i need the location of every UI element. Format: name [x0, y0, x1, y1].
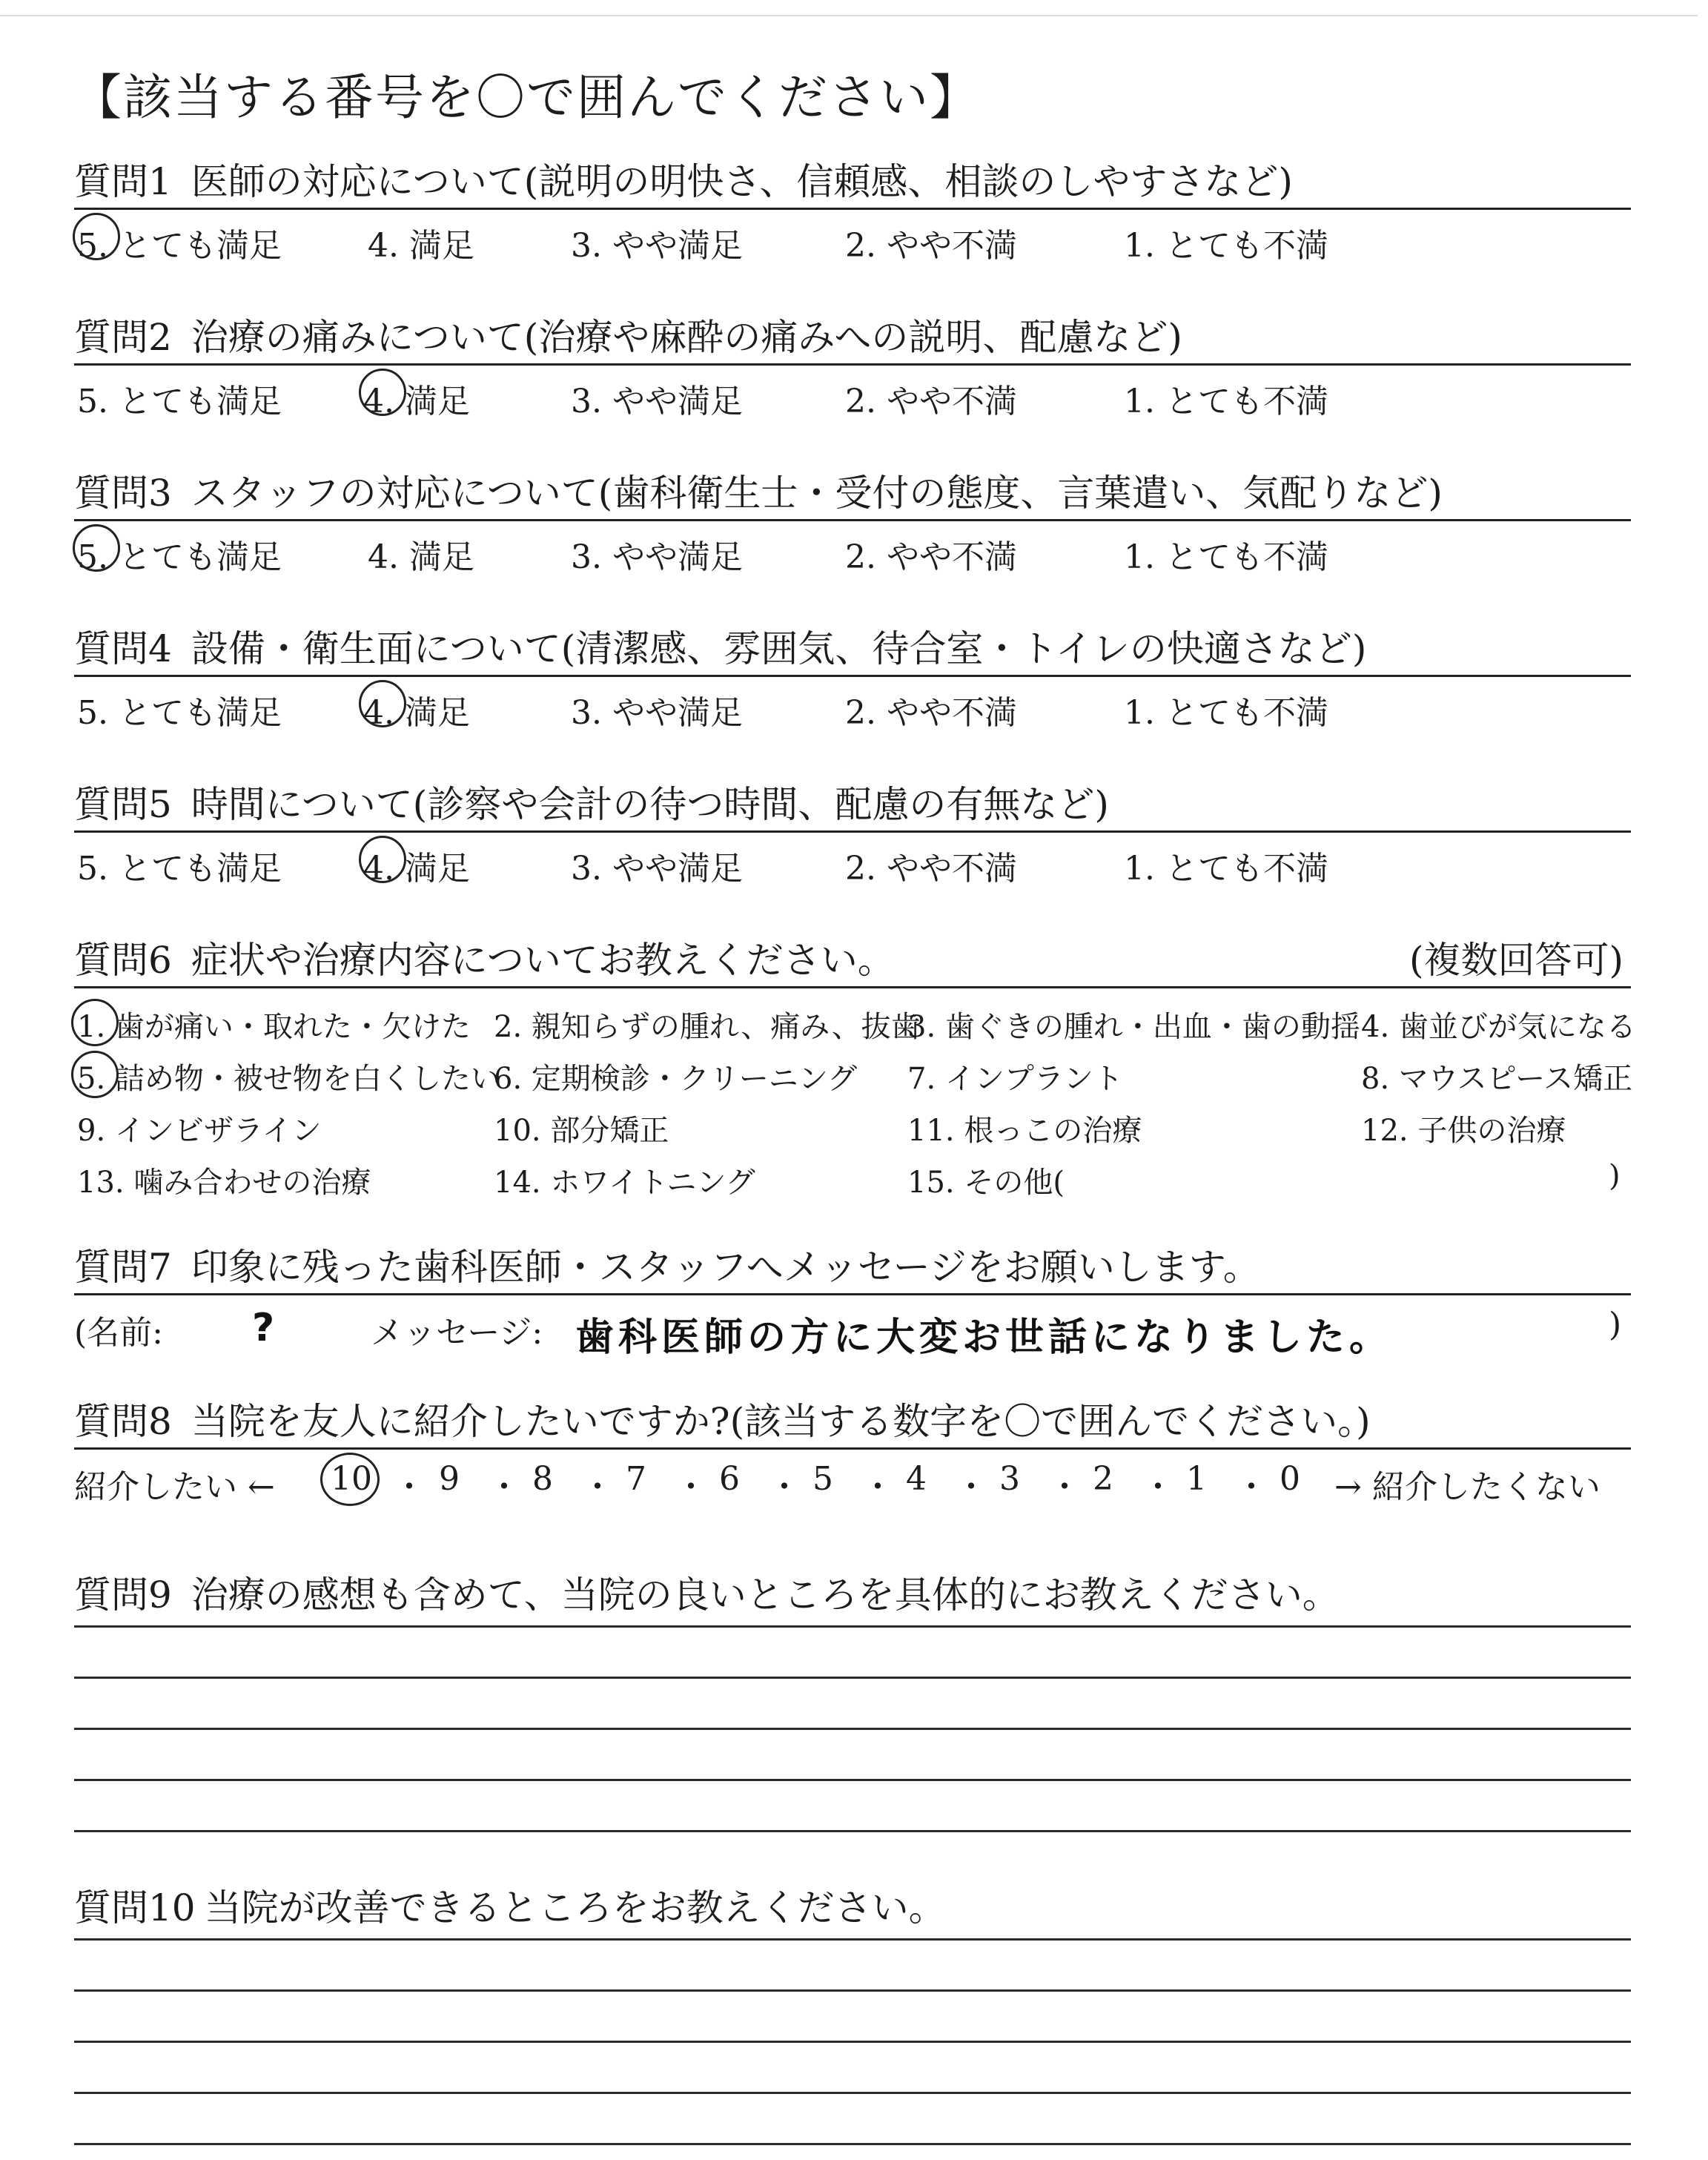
- rating-option-4[interactable]: 4. 満足: [363, 374, 470, 422]
- question-1: [74, 157, 1631, 265]
- question-3: [74, 469, 1631, 576]
- question-number: 質問6: [74, 939, 172, 982]
- answer-line: [74, 1728, 1631, 1730]
- rating-options: [74, 526, 1631, 576]
- scale-option-6[interactable]: 6: [719, 1460, 740, 1498]
- name-label: (名前:: [74, 1314, 163, 1352]
- rating-option-3[interactable]: 3. やや満足: [571, 227, 743, 265]
- question-rule: [74, 1447, 1631, 1450]
- other-close-paren: ): [1609, 1159, 1621, 1193]
- question-text: 症状や治療内容についてお教えください。: [191, 939, 895, 982]
- message-close-paren: ): [1609, 1306, 1622, 1344]
- scale-separator: ・: [861, 1468, 894, 1506]
- question-4: [74, 624, 1631, 732]
- scale-separator: ・: [581, 1468, 614, 1506]
- rating-option-1[interactable]: 1. とても不満: [1124, 538, 1328, 576]
- symptom-option[interactable]: 13. 噛み合わせの治療: [77, 1166, 371, 1200]
- question-text: 当院が改善できるところをお教えください。: [204, 1886, 946, 1929]
- scale-right-label: → 紹介したくない: [1334, 1468, 1601, 1506]
- symptom-option[interactable]: 6. 定期検診・クリーニング: [494, 1062, 858, 1096]
- symptom-option[interactable]: 14. ホワイトニング: [494, 1166, 755, 1200]
- rating-option-2[interactable]: 2. やや不満: [845, 227, 1017, 265]
- scale-option-5[interactable]: 5: [812, 1460, 833, 1498]
- question-rule: [74, 363, 1631, 366]
- question-text: スタッフの対応について(歯科衛生士・受付の態度、言葉遣い、気配りなど): [191, 472, 1443, 515]
- symptom-option[interactable]: 12. 子供の治療: [1361, 1114, 1566, 1148]
- recommend-scale: [74, 1457, 1631, 1509]
- question-number: 質問7: [74, 1246, 172, 1289]
- question-rule: [74, 675, 1631, 677]
- scale-option-2[interactable]: 2: [1093, 1460, 1113, 1498]
- question-number: 質問9: [74, 1573, 172, 1616]
- rating-option-1[interactable]: 1. とても不満: [1124, 383, 1328, 420]
- rating-option-2[interactable]: 2. やや不満: [845, 694, 1017, 732]
- rating-option-3[interactable]: 3. やや満足: [571, 850, 743, 888]
- symptom-option[interactable]: 9. インビザライン: [77, 1114, 322, 1148]
- question-number: 質問1: [74, 160, 172, 203]
- scale-separator: ・: [768, 1468, 801, 1506]
- rating-option-1[interactable]: 1. とても不満: [1124, 694, 1328, 732]
- question-number: 質問8: [74, 1400, 172, 1443]
- question-number: 質問10: [74, 1886, 196, 1929]
- rating-option-5[interactable]: 5. とても満足: [77, 383, 282, 420]
- scale-separator: ・: [675, 1468, 707, 1506]
- rating-options: [74, 370, 1631, 420]
- page-title: 【該当する番号を〇で囲んでください】: [73, 69, 980, 126]
- rating-option-4[interactable]: 4. 満足: [368, 227, 474, 265]
- rating-option-5[interactable]: 5. とても満足: [77, 850, 282, 888]
- scale-option-10[interactable]: 10: [331, 1460, 372, 1498]
- question-6: [74, 936, 1636, 1203]
- rating-option-4[interactable]: 4. 満足: [368, 538, 474, 576]
- question-8: [74, 1397, 1631, 1509]
- symptom-option[interactable]: 1. 歯が痛い・取れた・欠けた: [77, 1003, 471, 1046]
- question-text: 治療の痛みについて(治療や麻酔の痛みへの説明、配慮など): [191, 316, 1182, 359]
- answer-line: [74, 2092, 1631, 2094]
- answer-line: [74, 1938, 1631, 1941]
- scale-option-9[interactable]: 9: [439, 1460, 460, 1498]
- scale-separator: ・: [1142, 1468, 1174, 1506]
- question-rule: [74, 1293, 1631, 1295]
- question-text: 医師の対応について(説明の明快さ、信頼感、相談のしやすさなど): [191, 160, 1293, 203]
- rating-option-5[interactable]: 5. とても満足: [77, 219, 282, 266]
- message-row: [74, 1300, 1631, 1360]
- rating-option-2[interactable]: 2. やや不満: [845, 383, 1017, 420]
- symptom-option-other[interactable]: 15. その他(: [907, 1166, 1065, 1200]
- question-number: 質問2: [74, 316, 172, 359]
- scale-option-0[interactable]: 0: [1280, 1460, 1300, 1498]
- symptom-option[interactable]: 11. 根っこの治療: [907, 1114, 1142, 1148]
- scale-separator: ・: [393, 1468, 426, 1506]
- rating-option-3[interactable]: 3. やや満足: [571, 538, 743, 576]
- answer-lines[interactable]: [74, 1625, 1631, 1832]
- question-number: 質問4: [74, 627, 172, 670]
- rating-options: [74, 837, 1631, 888]
- answer-line: [74, 1625, 1631, 1628]
- top-edge-rule: [0, 15, 1698, 16]
- multiple-answers-note: (複数回答可): [1409, 939, 1623, 982]
- question-text: 印象に残った歯科医師・スタッフへメッセージをお願いします。: [191, 1246, 1260, 1289]
- rating-option-1[interactable]: 1. とても不満: [1124, 850, 1328, 888]
- question-7: [74, 1243, 1631, 1360]
- rating-option-4[interactable]: 4. 満足: [363, 842, 470, 889]
- scale-separator: ・: [1048, 1468, 1081, 1506]
- rating-option-5[interactable]: 5. とても満足: [77, 694, 282, 732]
- symptom-option[interactable]: 2. 親知らずの腫れ、痛み、抜歯: [494, 1010, 921, 1044]
- answer-line: [74, 1677, 1631, 1679]
- question-number: 質問3: [74, 472, 172, 515]
- symptom-option[interactable]: 5. 詰め物・被せ物を白くしたい: [77, 1055, 500, 1097]
- question-10: [74, 1883, 1631, 2145]
- rating-option-4[interactable]: 4. 満足: [363, 686, 470, 733]
- rating-option-3[interactable]: 3. やや満足: [571, 383, 743, 420]
- answer-line: [74, 2143, 1631, 2145]
- scale-separator: ・: [955, 1468, 987, 1506]
- scale-separator: ・: [1235, 1468, 1268, 1506]
- rating-options: [74, 214, 1631, 265]
- message-value[interactable]: 歯科医師の方に大変お世話になりました。: [575, 1315, 1393, 1360]
- scale-option-7[interactable]: 7: [626, 1460, 646, 1498]
- symptom-options: [74, 996, 1636, 1203]
- rating-options: [74, 681, 1631, 732]
- symptom-option[interactable]: 3. 歯ぐきの腫れ・出血・歯の動揺: [907, 1010, 1360, 1044]
- question-number: 質問5: [74, 783, 172, 826]
- question-rule: [74, 986, 1631, 988]
- answer-lines[interactable]: [74, 1938, 1631, 2145]
- rating-option-2[interactable]: 2. やや不満: [845, 850, 1017, 888]
- message-label: メッセージ:: [371, 1314, 543, 1352]
- question-5: [74, 780, 1631, 888]
- name-value[interactable]: ?: [252, 1306, 279, 1350]
- question-text: 設備・衛生面について(清潔感、雰囲気、待合室・トイレの快適さなど): [191, 627, 1367, 670]
- answer-line: [74, 2041, 1631, 2043]
- symptom-option[interactable]: 8. マウスピース矯正: [1361, 1062, 1633, 1096]
- question-rule: [74, 208, 1631, 210]
- question-text: 治療の感想も含めて、当院の良いところを具体的にお教えください。: [191, 1573, 1340, 1616]
- question-rule: [74, 519, 1631, 521]
- symptom-option[interactable]: 7. インプラント: [907, 1062, 1123, 1096]
- question-rule: [74, 830, 1631, 833]
- rating-option-3[interactable]: 3. やや満足: [571, 694, 743, 732]
- scale-option-8[interactable]: 8: [532, 1460, 553, 1498]
- scale-option-4[interactable]: 4: [906, 1460, 927, 1498]
- answer-line: [74, 1989, 1631, 1992]
- scale-option-1[interactable]: 1: [1186, 1460, 1207, 1498]
- rating-option-2[interactable]: 2. やや不満: [845, 538, 1017, 576]
- rating-option-5[interactable]: 5. とても満足: [77, 530, 282, 578]
- scale-separator: ・: [488, 1468, 520, 1506]
- symptom-option[interactable]: 10. 部分矯正: [494, 1114, 669, 1148]
- answer-line: [74, 1830, 1631, 1832]
- answer-line: [74, 1779, 1631, 1781]
- question-text: 当院を友人に紹介したいですか?(該当する数字を〇で囲んでください。): [191, 1400, 1371, 1443]
- symptom-option[interactable]: 4. 歯並びが気になる: [1361, 1010, 1636, 1044]
- scale-option-3[interactable]: 3: [999, 1460, 1020, 1498]
- question-2: [74, 313, 1631, 420]
- rating-option-1[interactable]: 1. とても不満: [1124, 227, 1328, 265]
- question-text: 時間について(診察や会計の待つ時間、配慮の有無など): [191, 783, 1109, 826]
- scale-left-label: 紹介したい ←: [74, 1468, 275, 1506]
- question-9: [74, 1571, 1631, 1832]
